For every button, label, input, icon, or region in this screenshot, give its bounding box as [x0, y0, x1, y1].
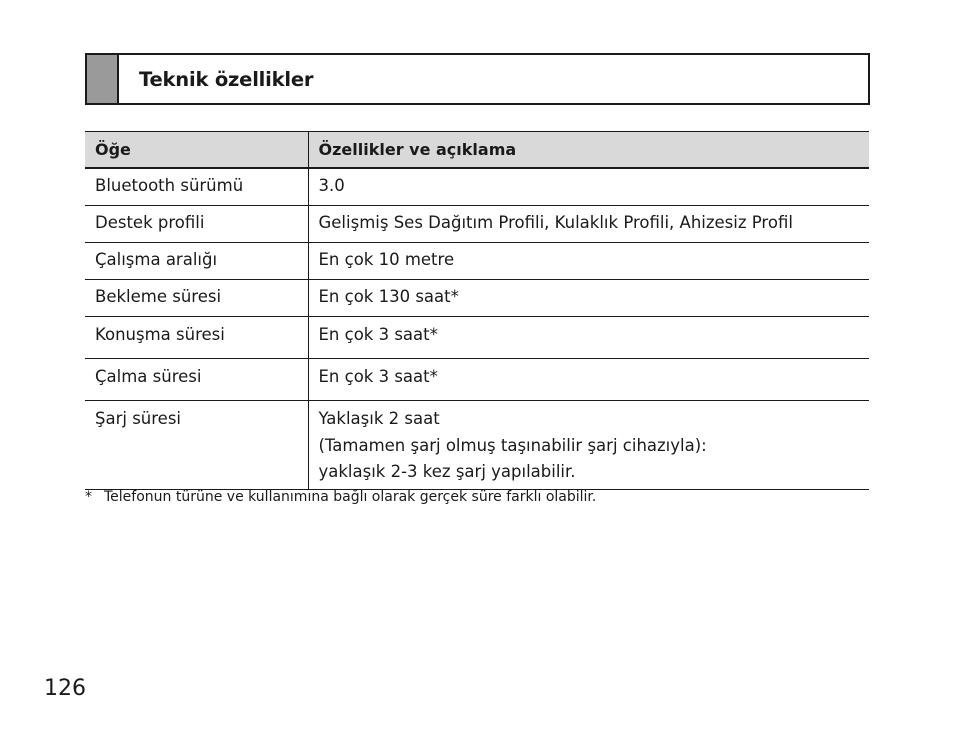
table-row [85, 317, 869, 359]
row-value: 3.0 [308, 168, 869, 206]
section-header [85, 53, 870, 105]
footnote [85, 489, 596, 505]
row-item: Çalma süresi [85, 359, 308, 401]
row-item: Bluetooth sürümü [85, 168, 308, 206]
row-value: Gelişmiş Ses Dağıtım Profili, Kulaklık Profili, Ahizesiz Profil [308, 206, 869, 243]
row-item: Bekleme süresi [85, 280, 308, 317]
row-value [308, 401, 869, 490]
column-header-spec: Özellikler ve açıklama [308, 132, 869, 169]
row-value: En çok 3 saat* [308, 359, 869, 401]
row-value-line: yaklaşık 2-3 kez şarj yapılabilir. [318, 462, 576, 481]
table-row [85, 168, 869, 206]
table-header-row [85, 132, 869, 169]
row-item: Destek profili [85, 206, 308, 243]
table-row [85, 206, 869, 243]
row-value-line: (Tamamen şarj olmuş taşınabilir şarj cihazıyla): [318, 435, 707, 455]
table-row [85, 401, 869, 490]
footnote-text: Telefonun türüne ve kullanımına bağlı olarak gerçek süre farklı olabilir. [104, 489, 597, 505]
table-row [85, 280, 869, 317]
row-item: Konuşma süresi [85, 317, 308, 359]
row-item: Şarj süresi [85, 401, 308, 490]
row-value: En çok 10 metre [308, 243, 869, 280]
footnote-marker: * [85, 489, 92, 505]
column-header-item: Öğe [85, 132, 308, 169]
page-number: 126 [44, 676, 86, 701]
row-value: En çok 130 saat* [308, 280, 869, 317]
spec-table [85, 131, 869, 490]
section-header-tab [87, 55, 119, 103]
section-title: Teknik özellikler [139, 67, 314, 91]
row-item: Çalışma aralığı [85, 243, 308, 280]
row-value: En çok 3 saat* [308, 317, 869, 359]
table-row [85, 359, 869, 401]
table-row [85, 243, 869, 280]
row-value-line: Yaklaşık 2 saat [318, 409, 440, 428]
